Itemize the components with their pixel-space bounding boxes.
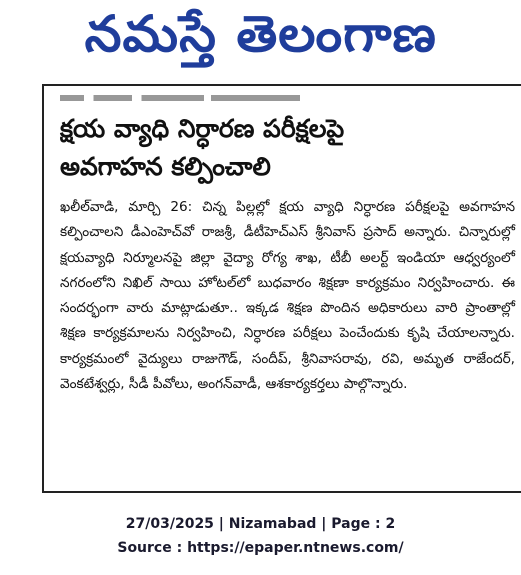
source-footer [0,512,521,560]
bottom-divider [42,491,521,493]
article-body: ఖలీల్‌వాడి, మార్చి 26: చిన్న పిల్లల్లో క్షయ వ్యాధి నిర్ధారణ పరీక్షలపై అవగాహన కల్పించాలని డీఎంహెచ్‌వో రాజశ్రీ, డీటీహెచ్‌ఎస్ శ్రీనివాస్ ప్రసాద్ అన్నారు. చిన్నారుల్లో క్షయవ్యాధి నిర్మూలనపై జిల్లా వైద్యా రోగ్య శాఖ, టీబీ అలర్ట్ ఇండియా ఆధ్వర్యంలో నగరంలోని నిఖిల్ సాయి హోటల్‌లో బుధవారం శిక్షణా కార్యక్రమం నిర్వహించారు. ఈ సందర్భంగా వారు మాట్లాడుతూ.. ఇక్కడ శిక్షణ పొందిన అధికారులు వారి ప్రాంతాల్లో శిక్షణ కార్యక్రమాలను నిర్వహించి, నిర్ధారణ పరీక్షలు పెంచేందుకు కృషి చేయాలన్నారు. కార్యక్రమంలో వైద్యులు రాజుగౌడ్, సందీప్, శ్రీనివాసరావు, రవి, అమృత రాజేందర్, వెంకటేశ్వర్లు, సీడీ పీవోలు, అంగన్‌వాడీ, ఆశకార్యకర్తలు పాల్గొన్నారు. [60,199,515,393]
newspaper-masthead [0,0,521,80]
article-headline [60,110,510,186]
headline-line-2: అవగాహన కల్పించాలి [60,152,271,181]
footer-date-edition: 27/03/2025 | Nizamabad | Page : 2 [125,516,396,532]
footer-source-link[interactable]: Source : https://epaper.ntnews.com/ [117,540,404,556]
headline-line-1: క్షయ వ్యాధి నిర్ధారణ పరీక్షలపై [60,114,345,143]
masthead-title: నమస్తే తెలంగాణ [84,4,437,63]
